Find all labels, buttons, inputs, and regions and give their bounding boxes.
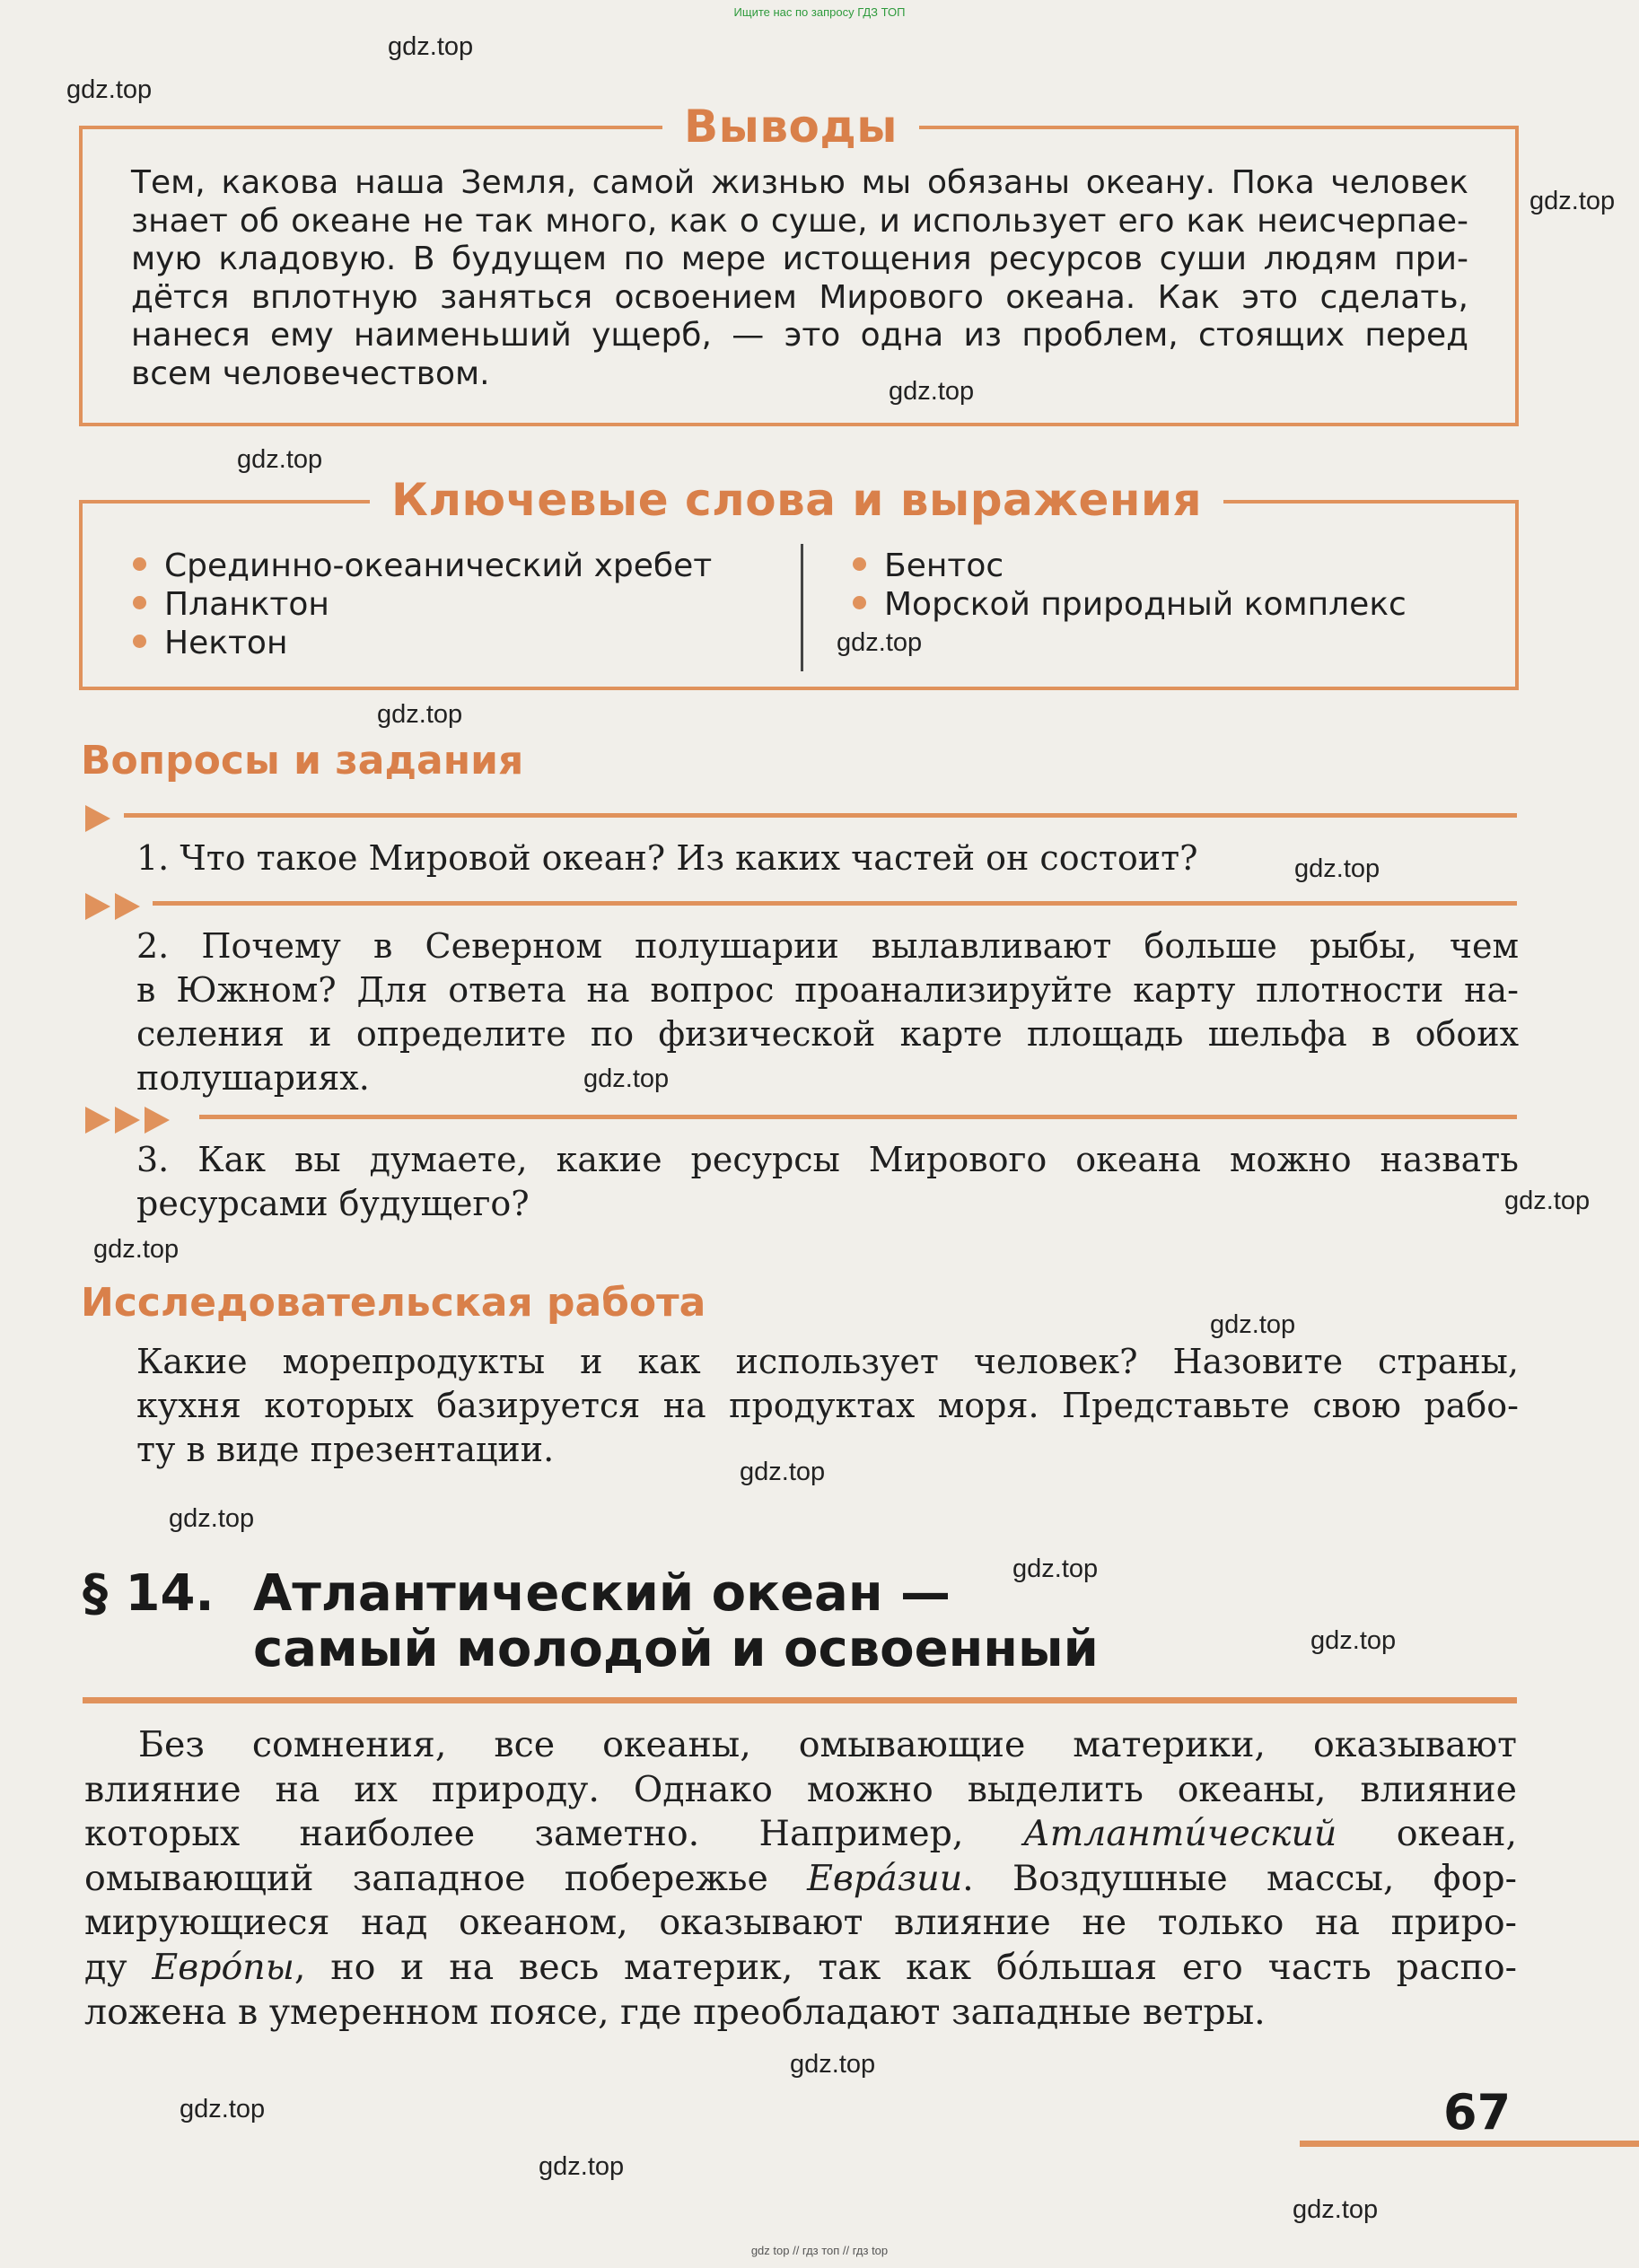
question-3-line: ресурсами будущего? [136, 1184, 530, 1223]
question-rule [124, 813, 1517, 818]
watermark: gdz.top [790, 2050, 876, 2079]
keyword-item [853, 586, 1407, 623]
difficulty-level-3-icon [85, 1107, 110, 1134]
body-line: мирующиеся над океаном, оказывают влияние не только на приро- [84, 1902, 1517, 1944]
bullet-icon [133, 635, 146, 648]
keyword-item [133, 586, 329, 623]
research-text [136, 1340, 1519, 1472]
question-3-line: 3. Как вы думаете, какие ресурсы Мирового океана можно назвать [136, 1140, 1519, 1179]
keywords-title: Ключевые слова и выражения [370, 474, 1223, 526]
conclusions-line: Тем, какова наша Земля, самой жизнью мы обязаны океану. Пока человек [131, 164, 1468, 201]
difficulty-level-3-icon [115, 1107, 140, 1134]
watermark: gdz.top [889, 377, 975, 406]
paragraph-title-line-2: самый молодой и освоенный [253, 1620, 1099, 1678]
watermark: gdz.top [1310, 1626, 1397, 1655]
difficulty-level-2-icon [115, 893, 140, 920]
body-line: которых наиболее заметно. Например, Атланти́ческий океан, [84, 1813, 1517, 1855]
keyword-label: Нектон [164, 625, 288, 661]
keyword-label: Планктон [164, 586, 329, 623]
footer-note: gdz top // гдз топ // гдз top [750, 2244, 889, 2257]
research-title: Исследовательская работа [81, 1280, 706, 1326]
question-rule [153, 901, 1517, 906]
watermark: gdz.top [740, 1458, 826, 1486]
research-line: Какие морепродукты и как использует человек? Назовите страны, [136, 1342, 1519, 1381]
keyword-item [133, 625, 288, 661]
term-eurasia: Евра́зии [807, 1857, 963, 1899]
body-line: Без сомнения, все океаны, омывающие материки, оказывают [138, 1724, 1517, 1765]
question-1-line: 1. Что такое Мировой океан? Из каких частей он состоит? [136, 838, 1198, 878]
keywords-divider [801, 544, 803, 671]
watermark: gdz.top [1012, 1554, 1099, 1583]
research-line: кухня которых базируется на продуктах моря. Представьте свою рабо- [136, 1386, 1519, 1425]
page-number-rule [1300, 2141, 1639, 2147]
watermark: gdz.top [237, 445, 323, 474]
question-3 [136, 1138, 1519, 1226]
watermark: gdz.top [66, 75, 153, 104]
bullet-icon [853, 596, 866, 609]
difficulty-level-2-icon [85, 893, 110, 920]
header-note: Ищите нас по запросу ГДЗ ТОП [733, 5, 906, 19]
bullet-icon [853, 557, 866, 571]
conclusions-line: нанеся ему наименьший ущерб, — это одна из проблем, стоящих перед [131, 317, 1468, 354]
body-line: омывающий западное побережье Евра́зии. Воздушные массы, фор- [84, 1857, 1517, 1899]
watermark: gdz.top [583, 1064, 670, 1093]
conclusions-title: Выводы [662, 101, 919, 153]
paragraph-number: § 14. [83, 1564, 215, 1623]
watermark: gdz.top [388, 32, 474, 61]
watermark: gdz.top [180, 2095, 266, 2124]
watermark: gdz.top [1529, 187, 1616, 215]
term-europe: Евро́пы [152, 1946, 294, 1988]
conclusions-text [131, 164, 1468, 393]
keyword-item [853, 547, 1004, 584]
conclusions-line: мую кладовую. В будущем по мере истощения ресурсов суши людям при- [131, 241, 1468, 277]
body-line: ду Евро́пы, но и на весь материк, так как бо́льшая его часть распо- [84, 1946, 1517, 1988]
keyword-label: Срединно-океанический хребет [164, 547, 713, 584]
body-line: ложена в умеренном поясе, где преобладают западные ветры. [84, 1991, 1266, 2033]
watermark: gdz.top [377, 700, 463, 729]
question-rule [199, 1115, 1517, 1119]
conclusions-line: знает об океане не так много, как о суше, и использует его как неисчерпае- [131, 202, 1468, 240]
watermark: gdz.top [169, 1504, 255, 1533]
question-2-line: в Южном? Для ответа на вопрос проанализируйте карту плотности на- [136, 970, 1519, 1010]
bullet-icon [133, 596, 146, 609]
body-line: влияние на их природу. Однако можно выделить океаны, влияние [84, 1768, 1517, 1810]
keyword-label: Бентос [884, 547, 1004, 584]
question-2-line: полушариях. [136, 1058, 370, 1098]
difficulty-level-1-icon [85, 805, 110, 832]
paragraph-rule [83, 1697, 1517, 1703]
watermark: gdz.top [1293, 2195, 1379, 2224]
question-2-line: 2. Почему в Северном полушарии вылавливают больше рыбы, чем [136, 926, 1519, 966]
difficulty-level-3-icon [145, 1107, 170, 1134]
watermark: gdz.top [539, 2152, 625, 2181]
research-line: ту в виде презентации. [136, 1430, 555, 1469]
term-atlantic: Атланти́ческий [1022, 1813, 1337, 1855]
conclusions-line: дётся вплотную заняться освоением Мирового океана. Как это сделать, [131, 278, 1468, 316]
watermark: gdz.top [93, 1235, 180, 1264]
paragraph-title-line-1: Атлантический океан — [253, 1564, 951, 1623]
questions-title: Вопросы и задания [81, 738, 524, 784]
keyword-item [133, 547, 712, 584]
bullet-icon [133, 557, 146, 571]
page-number: 67 [1443, 2084, 1512, 2141]
paragraph-body [84, 1723, 1517, 2035]
conclusions-line: всем человечеством. [131, 355, 490, 392]
watermark: gdz.top [837, 628, 923, 657]
watermark: gdz.top [1210, 1310, 1296, 1339]
watermark: gdz.top [1504, 1187, 1591, 1215]
keyword-label: Морской природный комплекс [884, 586, 1407, 623]
question-2 [136, 924, 1519, 1100]
question-2-line: селения и определите по физической карте площадь шельфа в обоих [136, 1014, 1519, 1054]
watermark: gdz.top [1294, 854, 1380, 883]
